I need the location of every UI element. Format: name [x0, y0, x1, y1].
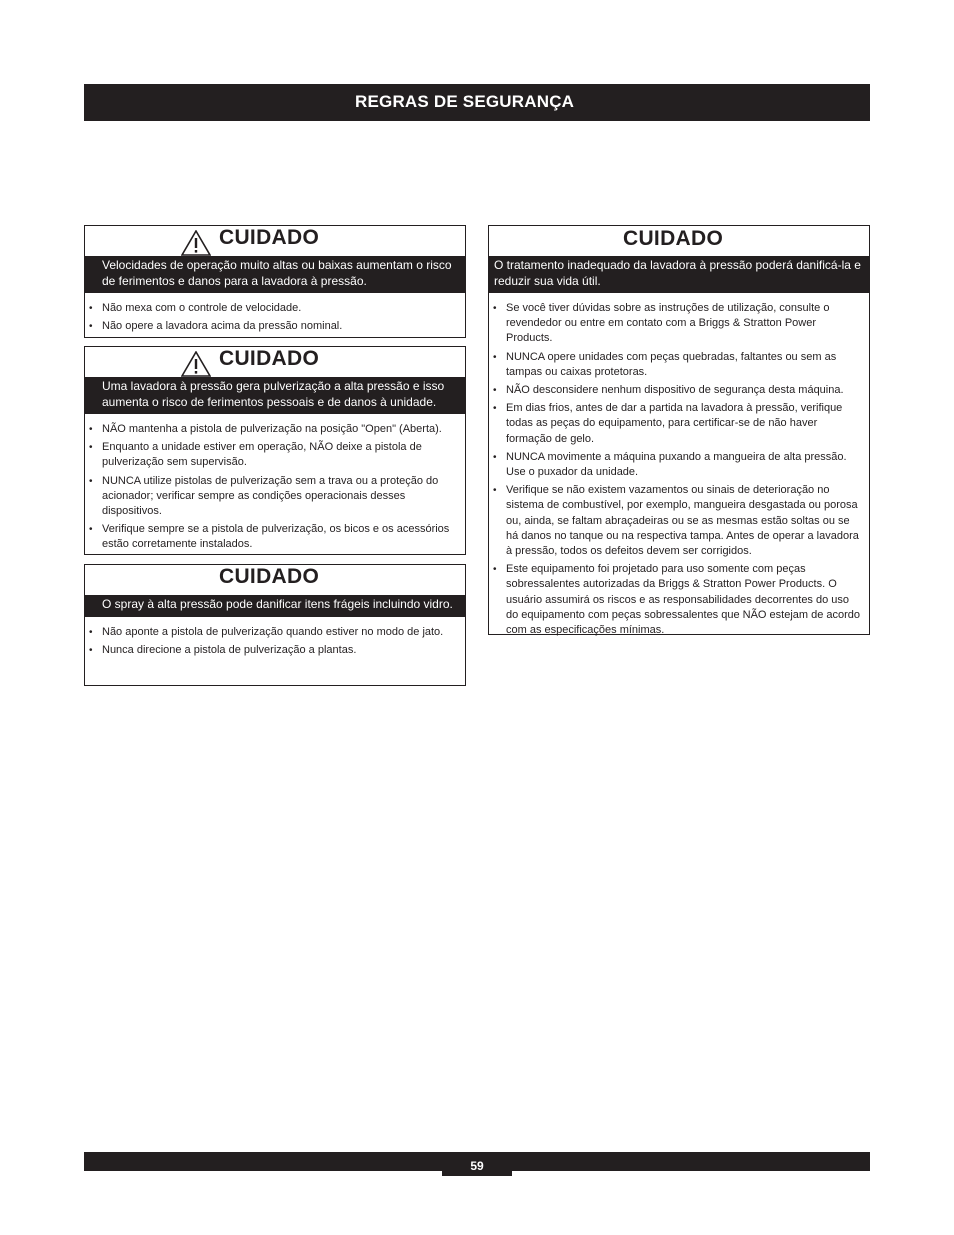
caution-list [85, 414, 465, 562]
caution-description: O spray à alta pressão pode danificar itens frágeis incluindo vidro. [85, 595, 465, 617]
list-item: • NUNCA opere unidades com peças quebradas, faltantes ou sem as tampas ou caixas protetoras. [506, 350, 863, 380]
caution-label: CUIDADO [219, 226, 320, 249]
list-item: • NUNCA utilize pistolas de pulverização sem a trava ou a proteção do acionador; verificar sempre as condições operacionais desses dispositivos. [102, 474, 459, 520]
caution-label: CUIDADO [219, 347, 320, 370]
caution-list [85, 293, 465, 343]
caution-box-speed [84, 225, 466, 338]
caution-box-fragile [84, 564, 466, 686]
footer-rule-right [512, 1152, 870, 1171]
footer-rule-left [84, 1152, 442, 1171]
caution-list [489, 293, 869, 647]
caution-header [85, 565, 465, 595]
list-item: • Este equipamento foi projetado para uso somente com peças sobressalentes autorizadas da Briggs & Stratton Power Products. O usuário assumirá os riscos e as responsabilidades decorrentes do uso do equipamento com peças sobressalentes que NÃO estejam de acordo com as especificações mínimas. [506, 562, 863, 638]
page-number: 59 [442, 1152, 512, 1176]
list-item: • Se você tiver dúvidas sobre as instruções de utilização, consulte o revendedor ou entre em contato com a Briggs & Stratton Power Products. [506, 301, 863, 347]
warning-triangle-icon [181, 351, 211, 377]
caution-list [85, 617, 465, 667]
caution-box-maintenance [488, 225, 870, 635]
caution-box-spray [84, 346, 466, 555]
list-item: • Enquanto a unidade estiver em operação, NÃO deixe a pistola de pulverização sem supervisão. [102, 440, 459, 470]
list-item: • Verifique se não existem vazamentos ou sinais de deterioração no sistema de combustível, por exemplo, mangueira desgastada ou porosa ou, ainda, se faltam abraçadeiras ou se as mesmas estão soltas ou se há danos no tanque ou na respectiva tampa. Antes de operar a lavadora à pressão, todos os defeitos devem ser corrigidos. [506, 483, 863, 559]
caution-description: Velocidades de operação muito altas ou baixas aumentam o risco de ferimentos e danos para a lavadora à pressão. [85, 256, 465, 293]
list-item: • NÃO desconsidere nenhum dispositivo de segurança desta máquina. [506, 383, 863, 398]
caution-label: CUIDADO [623, 227, 724, 250]
list-item: • Não aponte a pistola de pulverização quando estiver no modo de jato. [102, 625, 459, 640]
section-title: REGRAS DE SEGURANÇA [355, 92, 575, 111]
list-item: • Não opere a lavadora acima da pressão nominal. [102, 319, 459, 334]
list-item: • Verifique sempre se a pistola de pulverização, os bicos e os acessórios estão corretamente instalados. [102, 522, 459, 552]
section-header [84, 84, 870, 121]
caution-header [489, 226, 869, 256]
list-item: • Em dias frios, antes de dar a partida na lavadora à pressão, verifique todas as peças do equipamento, para certificar-se de não haver formação de gelo. [506, 401, 863, 447]
caution-description: Uma lavadora à pressão gera pulverização a alta pressão e isso aumenta o risco de ferimentos pessoais e de danos à unidade. [85, 377, 465, 414]
list-item: • NUNCA movimente a máquina puxando a mangueira de alta pressão. Use o puxador da unidade. [506, 450, 863, 480]
caution-header [85, 347, 465, 377]
list-item: • NÃO mantenha a pistola de pulverização na posição "Open" (Aberta). [102, 422, 459, 437]
caution-header [85, 226, 465, 256]
list-item: • Não mexa com o controle de velocidade. [102, 301, 459, 316]
warning-triangle-icon [181, 230, 211, 256]
caution-description: O tratamento inadequado da lavadora à pressão poderá danificá-la e reduzir sua vida útil. [489, 256, 869, 293]
list-item: • Nunca direcione a pistola de pulverização a plantas. [102, 643, 459, 658]
caution-label: CUIDADO [219, 565, 320, 588]
